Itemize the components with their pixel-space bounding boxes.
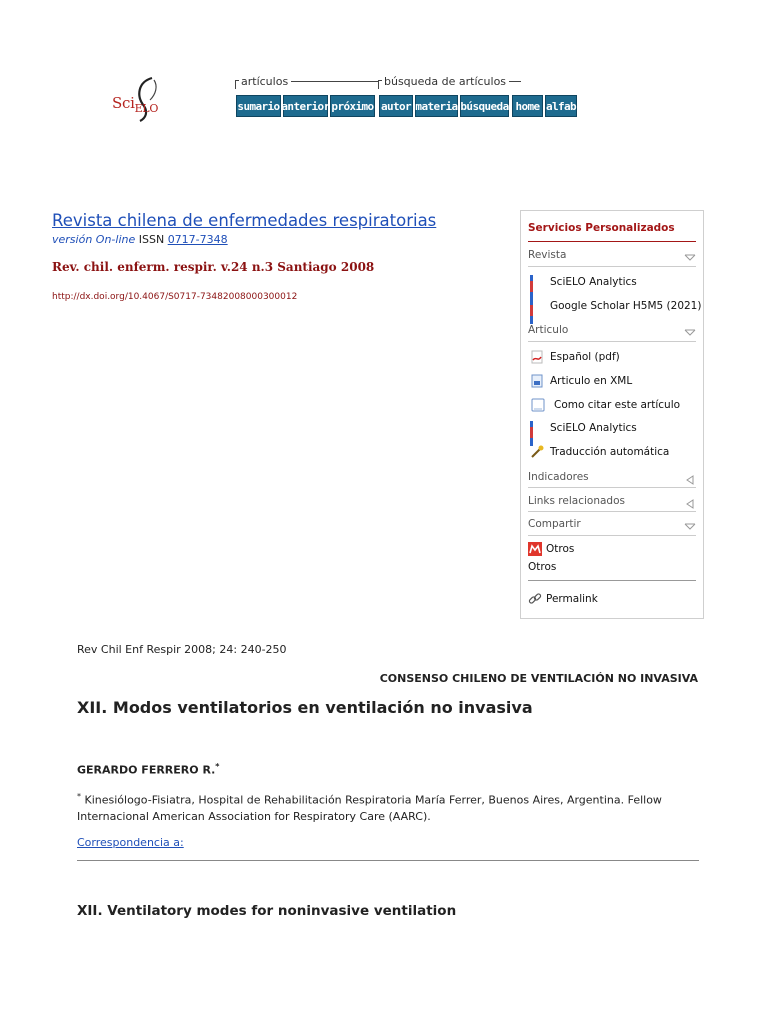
panel-title-divider (528, 241, 696, 242)
home-nav (512, 95, 577, 117)
article-reference: Rev Chil Enf Respir 2008; 24: 240-250 (77, 643, 287, 656)
espanol-pdf-link[interactable]: Español (pdf) (530, 350, 620, 364)
divider (528, 487, 696, 488)
bar-chart-icon (530, 421, 544, 435)
bar-chart-icon (530, 275, 544, 289)
services-panel (520, 210, 704, 619)
divider (528, 580, 696, 581)
alfab-button[interactable]: alfab (545, 95, 577, 117)
doi-link[interactable]: http://dx.doi.org/10.4067/S0717-73482008000300012 (52, 292, 298, 302)
busqueda-nav (379, 95, 509, 117)
link-chain-icon (528, 592, 542, 606)
affiliation: * Kinesiólogo-Fisiatra, Hospital de Rehabilitación Respiratoria María Ferrer, Buenos Aires, Argentina. Fellow Internacional American Association for Respiratory Care (AARC). (77, 792, 662, 823)
otros-text: Otros (528, 561, 557, 573)
panel-title: Servicios Personalizados (528, 222, 675, 234)
issue-citation: Rev. chil. enferm. respir. v.24 n.3 Santiago 2008 (52, 260, 375, 274)
articulos-nav (236, 95, 375, 117)
version-line (52, 233, 228, 246)
articulo-xml-link[interactable]: Articulo en XML (530, 374, 632, 388)
otros-share-link[interactable]: Otros (528, 542, 574, 556)
chevron-down-icon[interactable] (684, 254, 696, 262)
articulo-heading[interactable]: Articulo (528, 324, 569, 336)
articulos-label: artículos (235, 74, 379, 89)
compartir-heading[interactable]: Compartir (528, 518, 581, 530)
permalink-link[interactable]: Permalink (528, 592, 598, 606)
addthis-share-icon (528, 542, 542, 556)
divider (77, 860, 699, 861)
journal-title-link[interactable]: Revista chilena de enfermedades respiratorias (52, 211, 437, 230)
sumario-button[interactable]: sumario (236, 95, 281, 117)
logo-text: Sci$_{ELO}$ (112, 94, 159, 115)
scielo-logo[interactable] (108, 76, 178, 126)
anterior-button[interactable]: anterior (283, 95, 328, 117)
divider (528, 535, 696, 536)
document-icon (530, 398, 548, 412)
version-label: versión On-line (52, 233, 136, 246)
issn-label: ISSN (138, 233, 165, 246)
wand-icon (530, 445, 544, 459)
autor-button[interactable]: autor (379, 95, 413, 117)
xml-document-icon (530, 374, 544, 388)
author-name: GERARDO FERRERO R.* (77, 762, 220, 777)
issn-link[interactable]: 0717-7348 (167, 233, 228, 246)
articulo-scielo-analytics[interactable]: SciELO Analytics (530, 421, 637, 435)
pdf-icon (530, 350, 544, 364)
google-scholar-link[interactable]: Google Scholar H5M5 (2021) (530, 299, 701, 313)
correspondence-link[interactable]: Correspondencia a: (77, 836, 184, 849)
materia-button[interactable]: materia (415, 95, 458, 117)
divider (528, 341, 696, 342)
como-citar-link[interactable]: Como citar este artículo (530, 398, 680, 412)
indicadores-heading[interactable]: Indicadores (528, 471, 589, 483)
bar-chart-icon (530, 299, 544, 313)
divider (528, 266, 696, 267)
busqueda-label: búsqueda de artículos (378, 74, 521, 89)
home-button[interactable]: home (512, 95, 543, 117)
chevron-down-icon[interactable] (684, 523, 696, 531)
chevron-left-icon[interactable] (684, 475, 696, 483)
revista-scielo-analytics[interactable]: SciELO Analytics (530, 275, 637, 289)
links-relacionados-heading[interactable]: Links relacionados (528, 495, 625, 507)
chevron-left-icon[interactable] (684, 499, 696, 507)
revista-heading[interactable]: Revista (528, 249, 567, 261)
article-title-en: XII. Ventilatory modes for noninvasive ventilation (77, 903, 457, 919)
chevron-down-icon[interactable] (684, 329, 696, 337)
busqueda-button[interactable]: búsqueda (460, 95, 509, 117)
proximo-button[interactable]: próximo (330, 95, 375, 117)
section-heading: CONSENSO CHILENO DE VENTILACIÓN NO INVASIVA (379, 672, 698, 685)
divider (528, 511, 696, 512)
traduccion-link[interactable]: Traducción automática (530, 445, 669, 459)
article-title-es: XII. Modos ventilatorios en ventilación no invasiva (77, 698, 533, 717)
